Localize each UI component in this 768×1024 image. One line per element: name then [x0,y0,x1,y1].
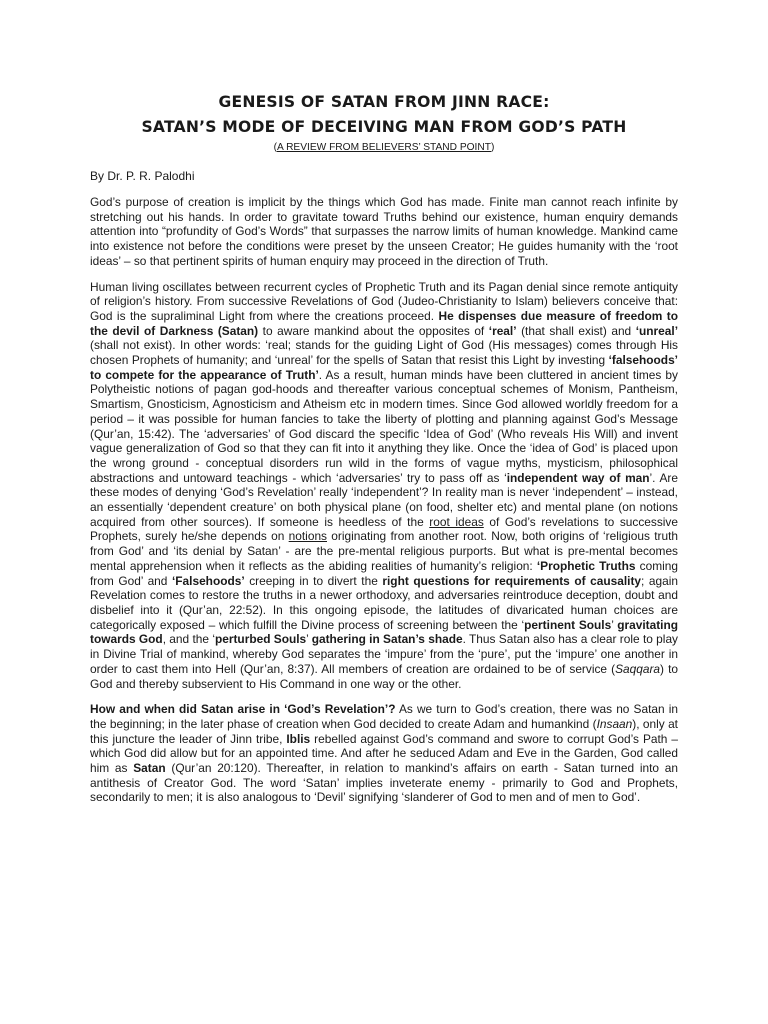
paragraph-2 [90,280,678,692]
p2-b12: gathering in Satan’s shade [311,632,463,647]
p2-s1: Human living oscillates between recurrent cycles of Prophetic Truth and its Pagan denial since remote antiquity of religion’s history. From successive Revelations of God (Judeo-Christianity to Islam) believers conceive that: God is the supraliminal Light from where the creations proceed. [90,279,678,323]
p2-s10: creeping in to divert the [244,573,383,588]
p2-s11: ; again Revelation comes to restore the truths in a newer orthodoxy, and adversaries reintroduce deception, doubt and disbelief into it (Qur’an, 22:52). In this ongoing episode, the latitudes of divaricated human choices are categorically exposed – which fulfill the Divine process of screening between the ‘ [90,573,678,632]
p2-b8: right questions for requirements of causality [382,573,642,588]
p2-b6: ‘Prophetic Truths [536,558,636,573]
p3-b2: Iblis [286,731,311,746]
document-title-line-1: GENESIS OF SATAN FROM JINN RACE: [218,93,550,111]
p2-s9: coming from God’ and [90,558,678,588]
p2-s2: to aware mankind about the opposites of [258,323,489,338]
subtitle-open-paren: ( [273,142,277,153]
paragraph-3 [90,702,678,805]
p2-s5: . As a result, human minds have been cluttered in ancient times by Polytheistic notions of pagan god-hoods and thereafter various conceptual schemes of Monism, Pantheism, Smartism, Gnosticism, Agnosticism and Atheism etc in modern times. Since God allowed worldly freedom for a period – it was possible for human fancies to take the liberty of plotting and planning against God’s Message (Qur’an, 15:42). The ‘adversaries’ of God discard the specific ‘Idea of God’ (Who reveals His Will) and invent vague generalization of God so that they can fit into it anything they like. Once the ‘idea of God’ is placed upon the wrong ground - conceptual disorders run wild in the forms of vague myths, mysticism, philosophical abstractions and untoward teachings - which ‘adversaries’ try to pass off as ‘ [90,367,678,485]
p3-s1: As we turn to God’s creation, there was no Satan in the beginning; in the later phase of creation when God decided to create Adam and humankind ( [90,702,679,731]
p2-b11: perturbed Souls [214,632,307,647]
p2-b1: He dispenses due measure of freedom to the devil of Darkness (Satan) [90,308,678,338]
p2-s14: ’ [306,632,312,647]
p2-b3: ‘unreal’ [635,323,678,338]
p2-b5: independent way of man [506,470,650,485]
p2-s3: (that shall exist) and [516,323,636,338]
p2-b7: ‘Falsehoods’ [171,573,245,588]
p2-s13: , and the ‘ [162,632,215,647]
p3-s3: rebelled against God’s command and swore to corrupt God’s Path – which God did allow but for an appointed time. And after he seduced Adam and Eve in the Garden, God called him as [90,731,678,776]
p2-u1: root ideas [429,514,484,529]
p2-b4: ‘falsehoods’ to compete for the appearance of Truth’ [90,353,678,382]
p2-s4: (shall not exist). In other words: ‘real; stands for the guiding Light of God (His messages) comes through His chosen Prophets of humanity; and ‘unreal’ for the spells of Satan that resist this Light by investing [90,338,678,368]
p2-u2: notions [288,529,327,544]
p2-s8: originating from another root. Now, both origins of ‘religious truth from God’ and ‘its denial by Satan’ - are the pre-mental religious purports. But what is pre-mental becomes mental apprehension when it reflects as the abiding realities of humanity’s religion: [90,529,678,573]
p2-i1: Saqqara [615,661,661,676]
p3-b1: How and when did Satan arise in ‘God’s Revelation’? [90,702,396,717]
paragraph-1: God’s purpose of creation is implicit by the things which God has made. Finite man cannot reach infinite by stretching out his hands. In order to gravitate toward Truths behind our existence, human enquiry demands attention into “profundity of God’s Words” that surpasses the narrow limits of human knowledge. Mankind came into existence not before the conditions were preset by the unseen Creator; He guides humanity with the ‘root ideas’ – so that pertinent spirits of human enquiry may proceed in the direction of Truth. [90,195,678,268]
subtitle-close-paren: ) [490,142,495,153]
p2-s7: of God’s revelations to successive Prophets, surely he/she depends on [90,514,678,544]
p3-s2: ), only at this juncture the leader of Jinn tribe, [90,716,678,746]
subtitle-text: A REVIEW FROM BELIEVERS’ STAND POINT [277,142,491,153]
p2-s12: ’ [611,617,618,632]
document-subtitle [90,141,678,155]
p3-b3: Satan [133,761,166,776]
p2-s16: ) to God and thereby subservient to His Command in one way or the other. [90,661,678,691]
p2-b9: pertinent Souls [524,617,612,632]
p2-s6: ’. Are these modes of denying ‘God’s Revelation’ really ‘independent’? In reality man is never ‘independent’ – instead, an essentially ‘dependent creature’ on both physical plane (on food, shelter etc) and mental plane (on notions acquired from other sources). If someone is heedless of the [90,470,678,529]
document-title-line-2: SATAN’S MODE OF DECEIVING MAN FROM GOD’S PATH [141,118,627,136]
author-line: By Dr. P. R. Palodhi [90,169,195,183]
p3-s4: (Qur’an 20:120). Thereafter, in relation to mankind’s affairs on earth - Satan turned into an antithesis of Creator God. The word ‘Satan’ implies inveterate enemy - primarily to God and Prophets, secondarily to men; it is also analogous to ‘Devil’ signifying ‘slanderer of God to men and of men to God’. [90,761,678,805]
document-page [90,90,678,805]
p3-i1: Insaan [596,716,633,731]
p2-b2: ‘real’ [488,323,517,338]
p2-s15: . Thus Satan also has a clear role to play in Divine Trial of mankind, whereby God separates the ‘impure’ from the ‘pure’, put the ‘impure’ one another in order to cast them into Hell (Qur’an, 8:37). All members of creation are ordained to be of service ( [90,632,678,676]
p2-b10: gravitating towards God [90,617,679,647]
